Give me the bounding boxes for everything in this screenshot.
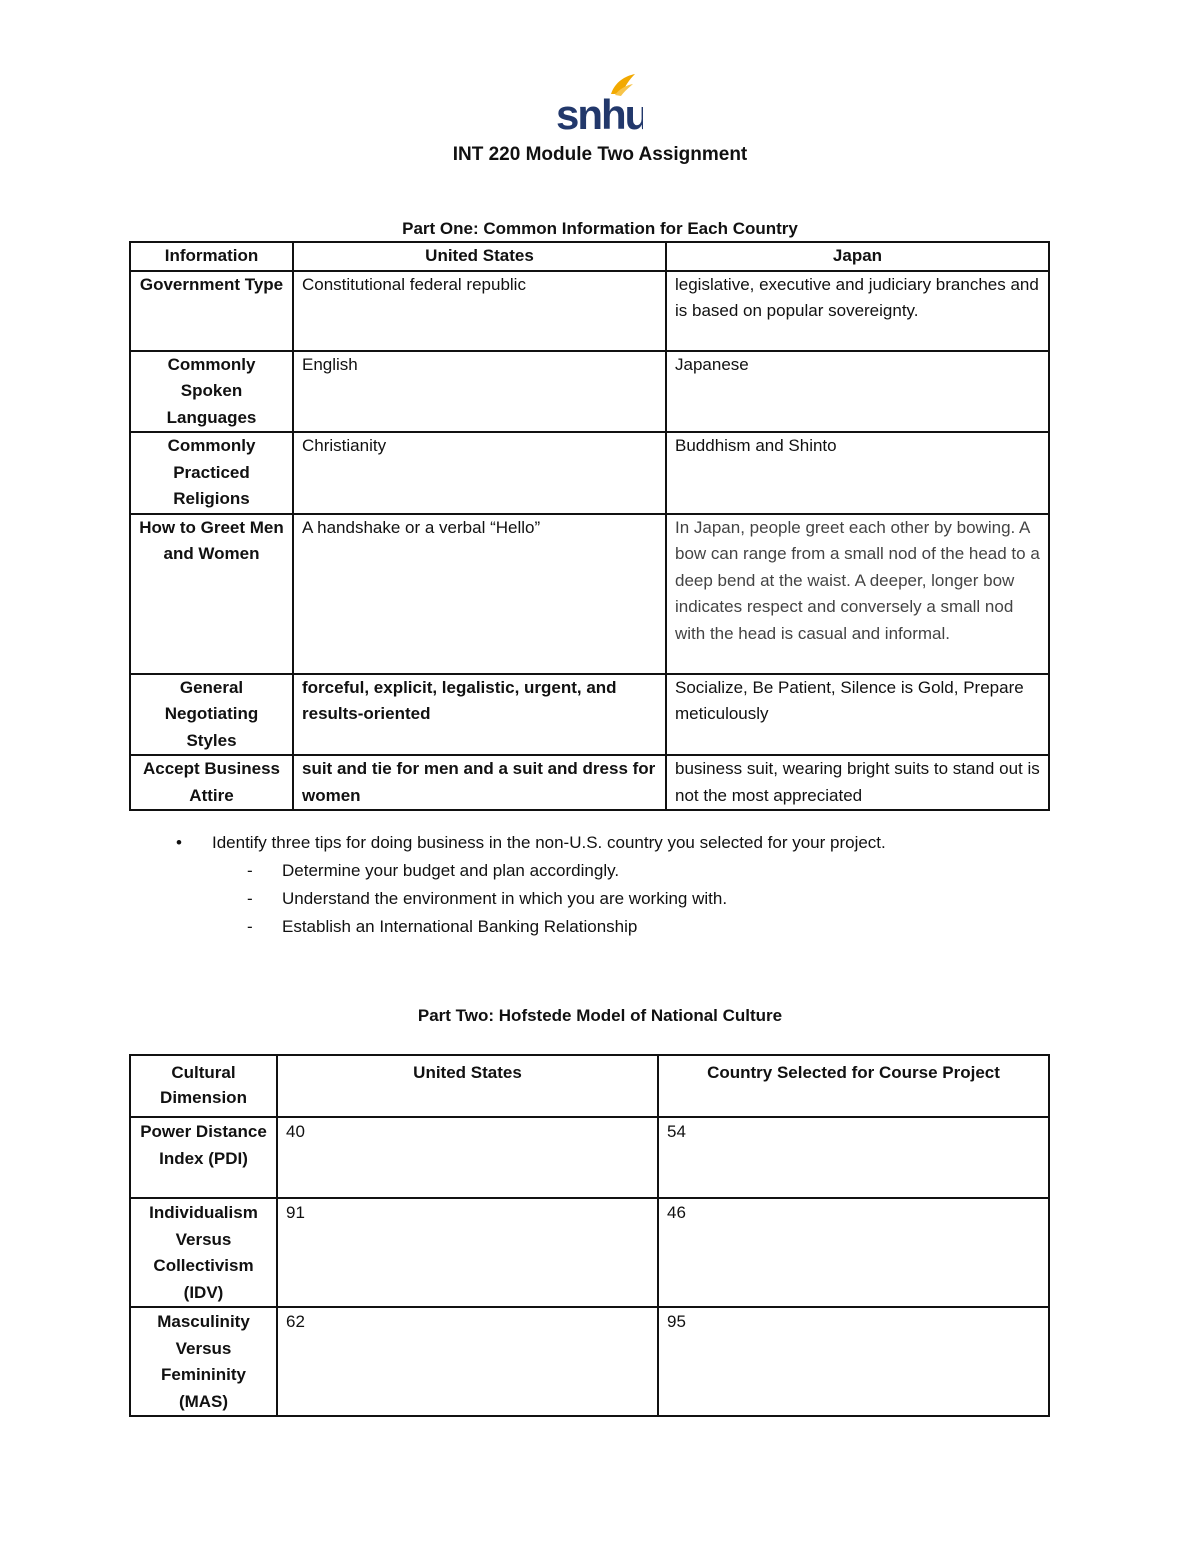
tip-text: Determine your budget and plan accordingly. xyxy=(282,861,620,880)
column-header: United States xyxy=(277,1055,658,1117)
us-score: 91 xyxy=(277,1198,658,1307)
table-header-row xyxy=(130,1055,1049,1117)
part-one-title: Part One: Common Information for Each Country xyxy=(402,219,798,238)
row-label: Power Distance Index (PDI) xyxy=(130,1117,277,1198)
column-header: Information xyxy=(130,242,293,271)
column-header: Country Selected for Course Project xyxy=(658,1055,1049,1117)
row-label: Government Type xyxy=(130,271,293,351)
us-cell: forceful, explicit, legalistic, urgent, and results-oriented xyxy=(293,674,666,756)
japan-cell: Japanese xyxy=(666,351,1049,433)
row-label: Commonly Spoken Languages xyxy=(130,351,293,433)
japan-cell: Buddhism and Shinto xyxy=(666,432,1049,514)
row-label: General Negotiating Styles xyxy=(130,674,293,756)
table-row xyxy=(130,514,1049,674)
part-two-title: Part Two: Hofstede Model of National Culture xyxy=(417,1006,783,1025)
us-cell: suit and tie for men and a suit and dress for women xyxy=(293,755,666,810)
tip-text: Establish an International Banking Relationship xyxy=(282,917,638,936)
country-info-table xyxy=(129,241,1050,811)
row-label: Accept Business Attire xyxy=(130,755,293,810)
us-score: 62 xyxy=(277,1307,658,1416)
row-label: Commonly Practiced Religions xyxy=(130,432,293,514)
dash-icon: - xyxy=(247,889,253,908)
tips-prompt: Identify three tips for doing business in the non-U.S. country you selected for your project. xyxy=(212,833,886,852)
table-header-row xyxy=(130,242,1049,271)
column-header: United States xyxy=(293,242,666,271)
us-cell: Constitutional federal republic xyxy=(293,271,666,351)
japan-cell: In Japan, people greet each other by bowing. A bow can range from a small nod of the head to a deep bend at the waist. A deeper, longer bow indicates respect and conversely a small nod with the head is casual and informal. xyxy=(666,514,1049,674)
selected-score: 95 xyxy=(658,1307,1049,1416)
table-row xyxy=(130,271,1049,351)
snhu-logo-graphic xyxy=(553,72,643,134)
row-label: Individualism Versus Collectivism (IDV) xyxy=(130,1198,277,1307)
table-row xyxy=(130,351,1049,433)
column-header: Cultural Dimension xyxy=(130,1055,277,1117)
selected-score: 54 xyxy=(658,1117,1049,1198)
us-cell: English xyxy=(293,351,666,433)
tip-text: Understand the environment in which you are working with. xyxy=(282,889,728,908)
japan-cell: Socialize, Be Patient, Silence is Gold, Prepare meticulously xyxy=(666,674,1049,756)
selected-score: 46 xyxy=(658,1198,1049,1307)
japan-cell: business suit, wearing bright suits to stand out is not the most appreciated xyxy=(666,755,1049,810)
dash-icon: - xyxy=(247,917,253,936)
snhu-logo xyxy=(553,72,643,134)
column-header: Japan xyxy=(666,242,1049,271)
table-row xyxy=(130,432,1049,514)
table-row xyxy=(130,1117,1049,1198)
us-cell: A handshake or a verbal “Hello” xyxy=(293,514,666,674)
row-label: How to Greet Men and Women xyxy=(130,514,293,674)
logo-wordmark: snhu xyxy=(556,91,643,134)
hofstede-table xyxy=(129,1054,1050,1417)
row-label: Masculinity Versus Femininity (MAS) xyxy=(130,1307,277,1416)
table-row xyxy=(130,755,1049,810)
table-row xyxy=(130,1198,1049,1307)
us-score: 40 xyxy=(277,1117,658,1198)
table-row xyxy=(130,674,1049,756)
table-row xyxy=(130,1307,1049,1416)
us-cell: Christianity xyxy=(293,432,666,514)
japan-cell: legislative, executive and judiciary branches and is based on popular sovereignty. xyxy=(666,271,1049,351)
document-title: INT 220 Module Two Assignment xyxy=(452,144,748,165)
dash-icon: - xyxy=(247,861,253,880)
bullet-icon: • xyxy=(176,833,182,852)
